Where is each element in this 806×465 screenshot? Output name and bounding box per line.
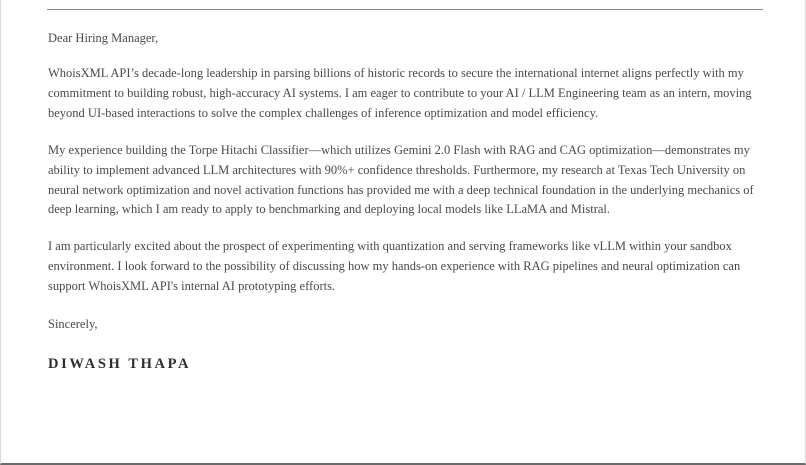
signature-name: DIWASH THAPA	[48, 356, 192, 372]
paragraph-experience: My experience building the Torpe Hitachi Classifier—which utilizes Gemini 2.0 Flash with RAG and CAG optimization—demonstrates my ability to implement advanced LLM architectures with 90%+ confidence thresholds. Furthermore, my research at Texas Tech University on neural network optimization and novel activation functions has provided me with a deep technical foundation in the underlying mechanics of deep learning, which I am ready to apply to benchmarking and deploying local models like LLaMA and Mistral.	[48, 143, 754, 217]
top-divider	[47, 9, 763, 10]
closing: Sincerely,	[48, 317, 98, 331]
paragraph-closing-remarks: I am particularly excited about the prospect of experimenting with quantization and serving frameworks like vLLM within your sandbox environment. I look forward to the possibility of discussing how my hands-on experience with RAG pipelines and neural optimization can support WhoisXML API's internal AI prototyping efforts.	[48, 239, 741, 293]
paragraph-intro: WhoisXML API’s decade-long leadership in parsing billions of historic records to secure the international internet aligns perfectly with my commitment to building robust, high-accuracy AI systems. I am eager to contribute to your AI / LLM Engineering team as an intern, moving beyond UI-based interactions to solve the complex challenges of inference optimization and model efficiency.	[48, 66, 752, 120]
salutation: Dear Hiring Manager,	[48, 31, 159, 45]
